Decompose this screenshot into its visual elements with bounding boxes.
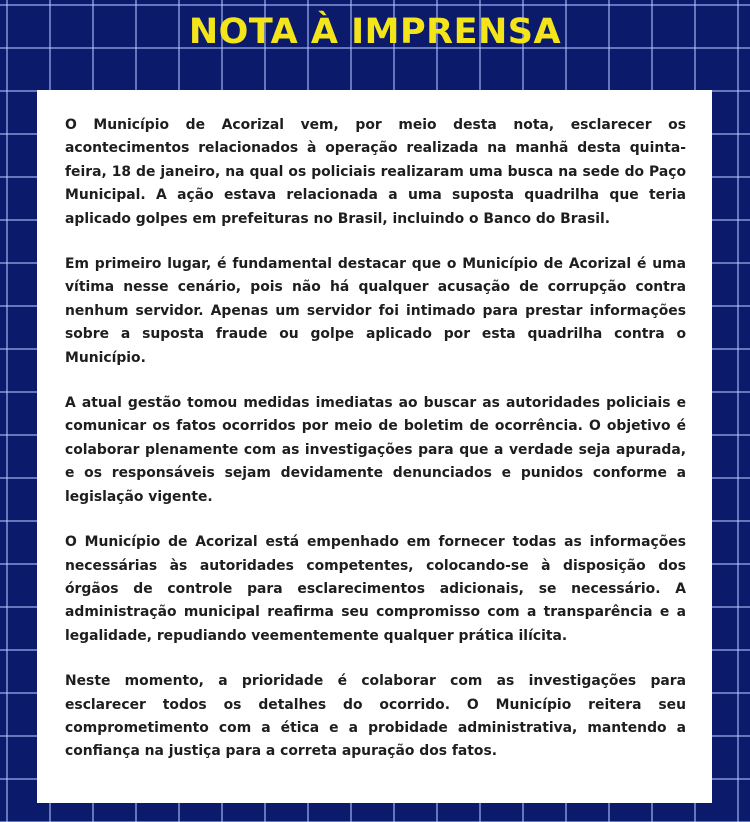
note-paragraph-4: O Município de Acorizal está empenhado em fornecer todas as informações necessárias às autoridades competentes, colocando-se à disposição dos órgãos de controle para esclarecimentos adicionais, se necessário. A administração municipal reafirma seu compromisso com a transparência e a legalidade, repudiando veementemente qualquer prática ilícita.: [65, 534, 686, 644]
note-paragraph-2: Em primeiro lugar, é fundamental destacar que o Município de Acorizal é uma vítima nesse cenário, pois não há qualquer acusação de corrupção contra nenhum servidor. Apenas um servidor foi intimado para prestar informações sobre a suposta fraude ou golpe aplicado por esta quadrilha contra o Município.: [65, 256, 686, 366]
note-paragraph-3: A atual gestão tomou medidas imediatas ao buscar as autoridades policiais e comunicar os fatos ocorridos por meio de boletim de ocorrência. O objetivo é colaborar plenamente com as investigações para que a verdade seja apurada, e os responsáveis sejam devidamente denunciados e punidos conforme a legislação vigente.: [65, 395, 686, 505]
page-title: NOTA À IMPRENSA: [188, 12, 562, 52]
press-note-card: [37, 90, 712, 803]
note-paragraph-1: O Município de Acorizal vem, por meio desta nota, esclarecer os acontecimentos relacionados à operação realizada na manhã desta quinta-feira, 18 de janeiro, na qual os policiais realizaram uma busca na sede do Paço Municipal. A ação estava relacionada a uma suposta quadrilha que teria aplicado golpes em prefeituras no Brasil, incluindo o Banco do Brasil.: [65, 117, 686, 227]
note-paragraph-5: Neste momento, a prioridade é colaborar com as investigações para esclarecer todos os detalhes do ocorrido. O Município reitera seu comprometimento com a ética e a probidade administrativa, mantendo a confiança na justiça para a correta apuração dos fatos.: [65, 673, 686, 760]
